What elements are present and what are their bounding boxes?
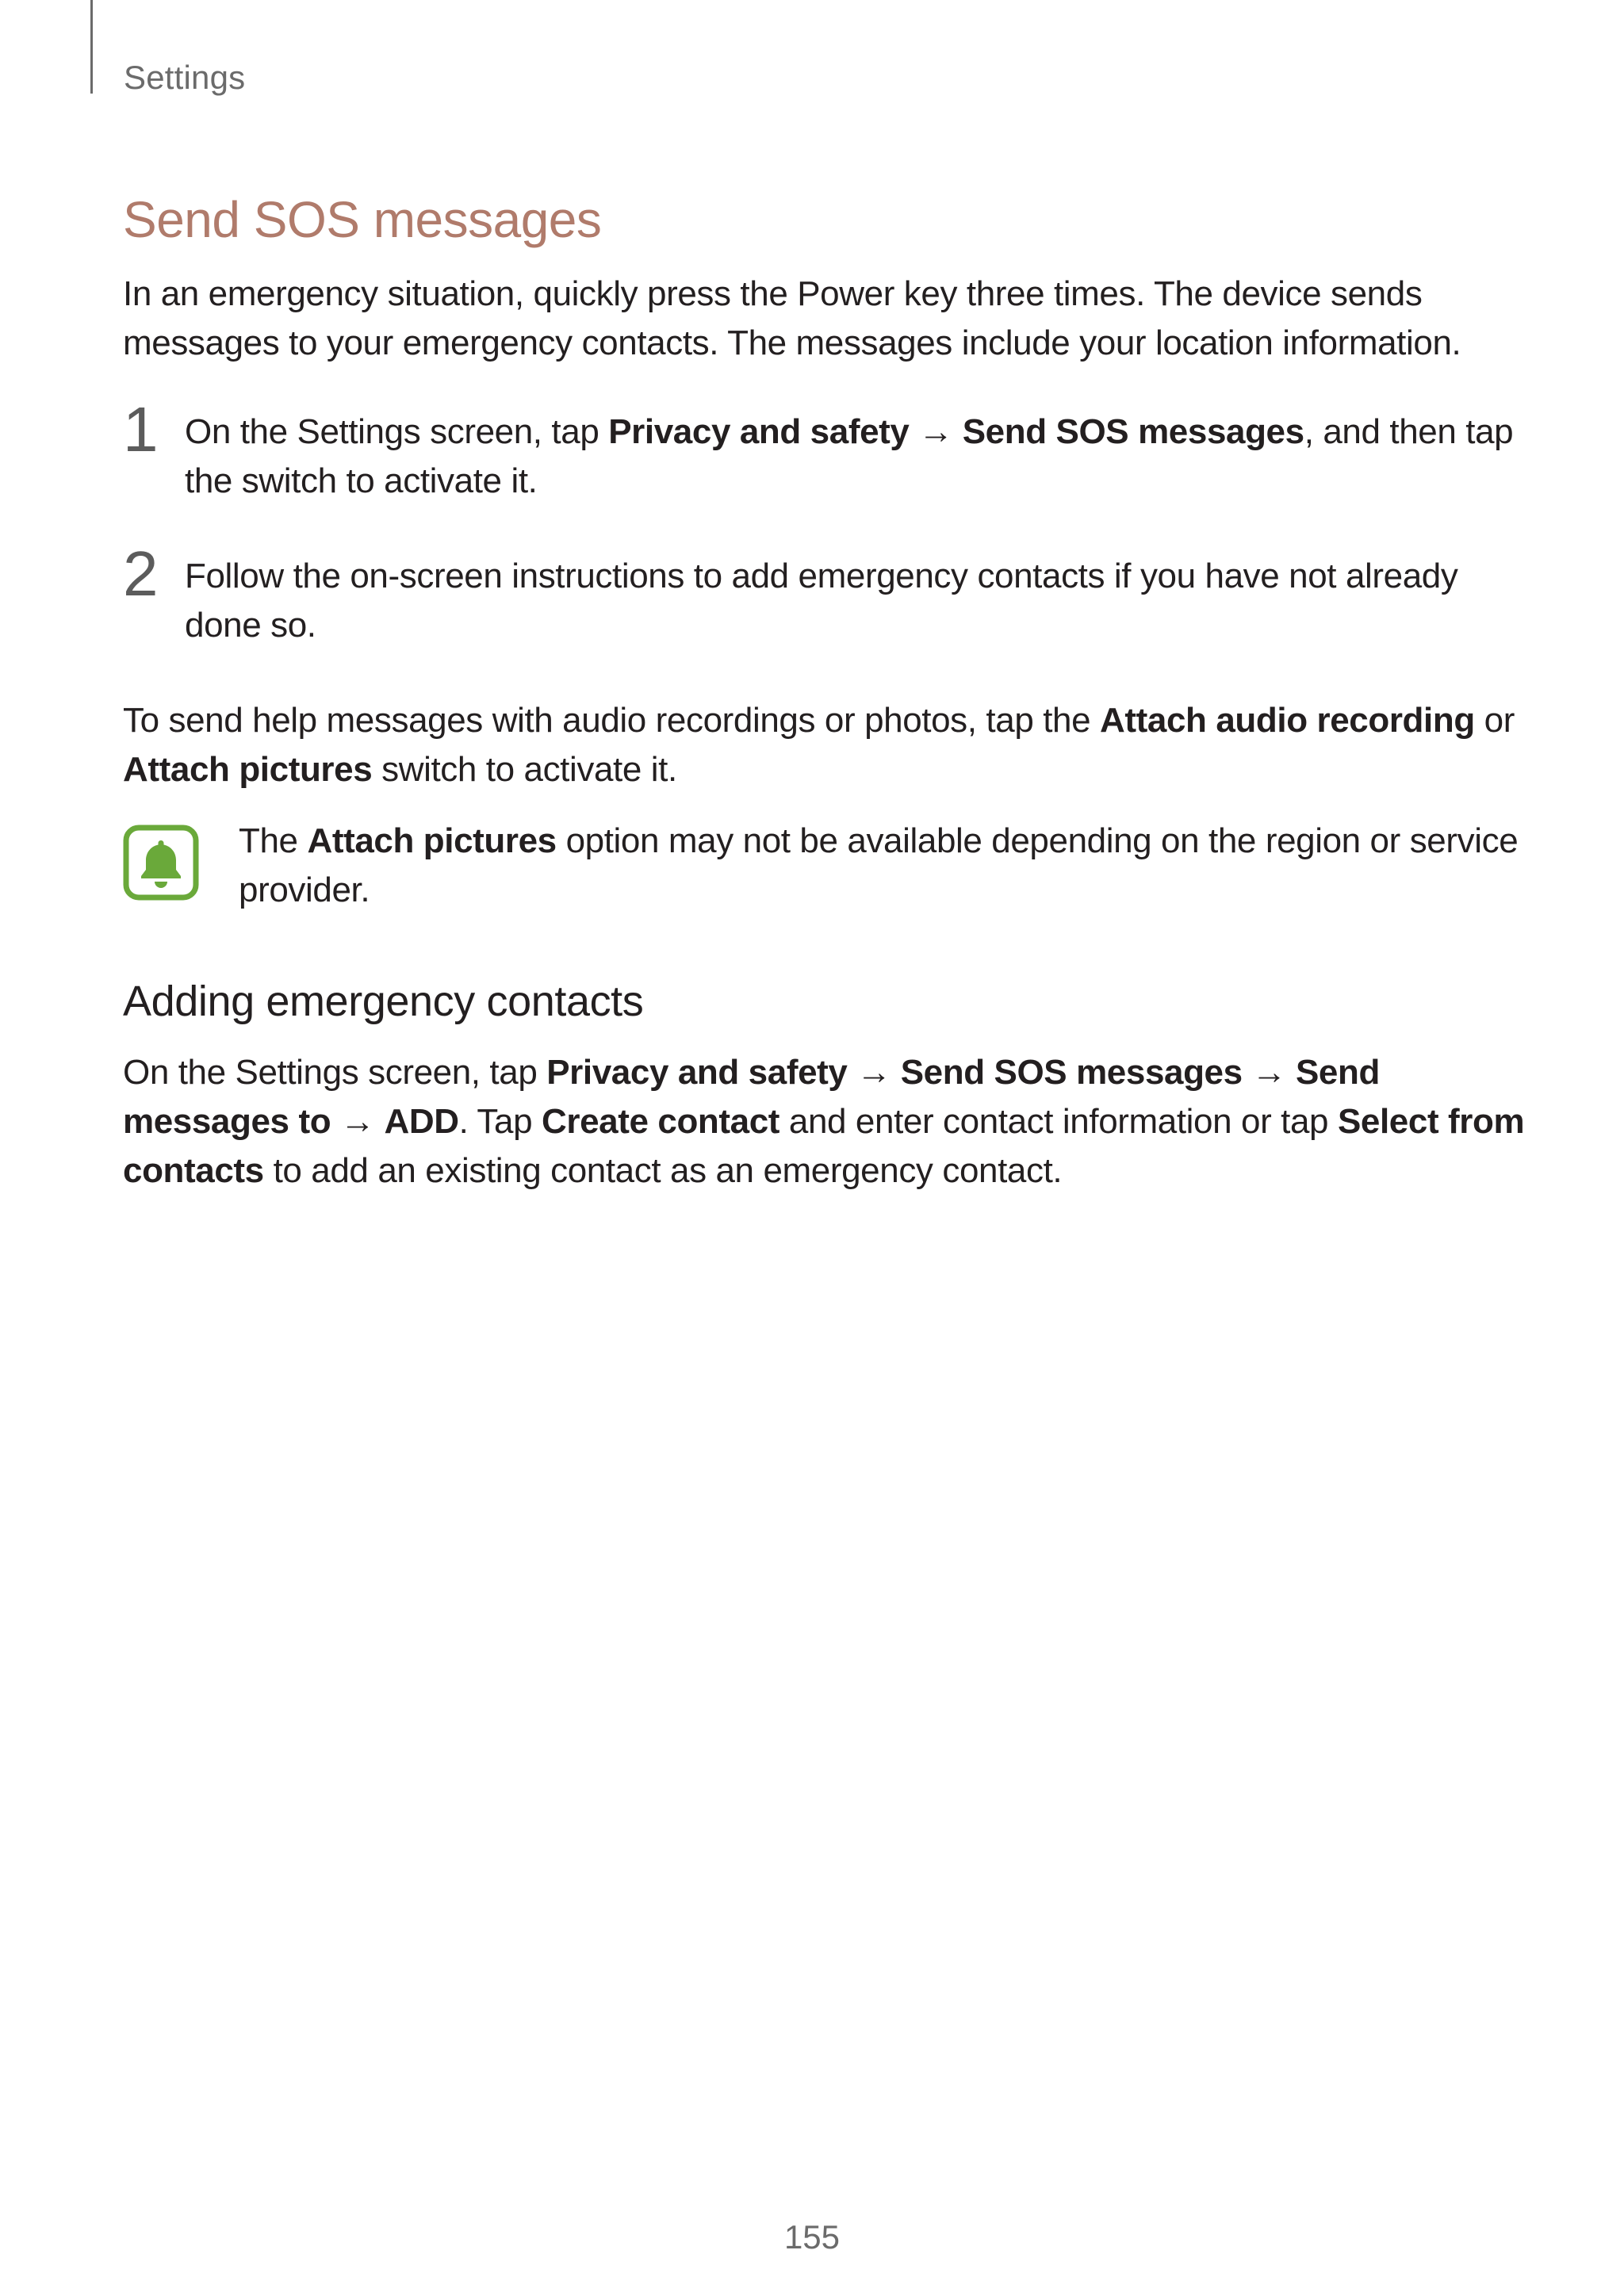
intro-paragraph: In an emergency situation, quickly press the Power key three times. The device sends messages to your emergency contacts. The messages include your location information. bbox=[123, 274, 1461, 362]
option-attach-pictures: Attach pictures bbox=[307, 821, 557, 860]
header-rule bbox=[90, 0, 93, 94]
page-title: Send SOS messages bbox=[123, 191, 602, 248]
adding-contacts-paragraph: On the Settings screen, tap Privacy and safety → Send SOS messages → Send messages to → ADD. Tap Create contact and enter contact information or tap Select from contacts to add an existing contact as an emergency contact. bbox=[123, 1053, 1525, 1190]
step-text: Follow the on-screen instructions to add emergency contacts if you have not already done so. bbox=[185, 557, 1458, 645]
menu-path-send-sos: Send SOS messages bbox=[962, 412, 1304, 451]
running-header: Settings bbox=[124, 59, 246, 96]
step-text: On the Settings screen, tap Privacy and safety → Send SOS messages, and then tap the switch to activate it. bbox=[185, 412, 1514, 500]
option-attach-pictures: Attach pictures bbox=[123, 750, 373, 789]
step-number: 2 bbox=[123, 538, 159, 609]
subsection-title: Adding emergency contacts bbox=[123, 978, 644, 1025]
notification-bell-icon bbox=[123, 825, 199, 901]
attach-paragraph: To send help messages with audio recordings or photos, tap the Attach audio recording or Attach pictures switch to activate it. bbox=[123, 701, 1515, 789]
page-number: 155 bbox=[783, 2218, 841, 2256]
menu-path-privacy: Privacy and safety bbox=[608, 412, 910, 451]
step-number: 1 bbox=[123, 394, 159, 465]
note-text: The Attach pictures option may not be available depending on the region or service provider. bbox=[239, 821, 1519, 909]
option-attach-audio: Attach audio recording bbox=[1100, 701, 1475, 740]
